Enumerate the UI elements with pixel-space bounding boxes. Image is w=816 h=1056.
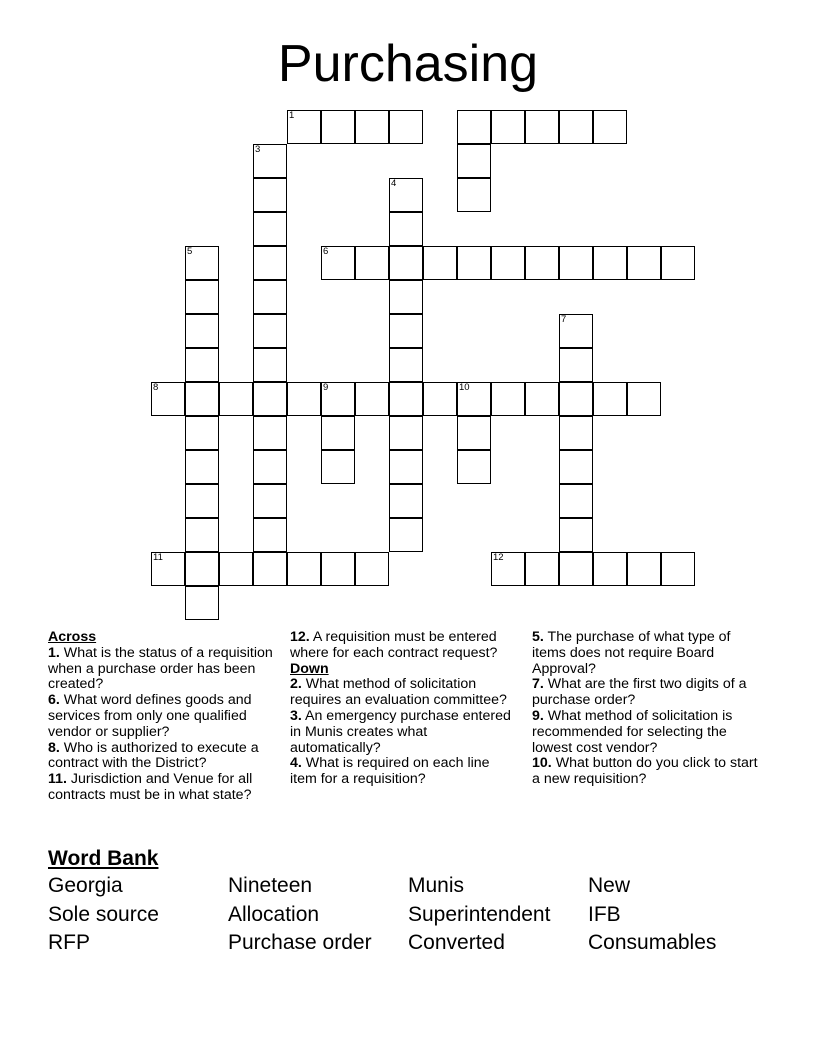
grid-cell[interactable] (253, 280, 287, 314)
grid-cell[interactable] (389, 416, 423, 450)
grid-cell[interactable] (253, 382, 287, 416)
grid-cell[interactable] (185, 484, 219, 518)
word-bank-item: Sole source (48, 903, 159, 926)
down-heading: Down (290, 660, 329, 677)
clue-number: 12 (493, 552, 504, 563)
grid-cell[interactable] (559, 450, 593, 484)
grid-cell[interactable] (253, 552, 287, 586)
grid-cell[interactable] (355, 382, 389, 416)
grid-cell[interactable] (151, 382, 185, 416)
grid-cell[interactable] (253, 416, 287, 450)
grid-cell[interactable] (321, 450, 355, 484)
clue-number: 9 (323, 382, 329, 393)
grid-cell[interactable] (185, 416, 219, 450)
grid-cell[interactable] (185, 382, 219, 416)
grid-cell[interactable] (559, 348, 593, 382)
grid-cell[interactable] (627, 552, 661, 586)
grid-cell[interactable] (185, 280, 219, 314)
grid-cell[interactable] (185, 314, 219, 348)
grid-cell[interactable] (253, 246, 287, 280)
word-bank-item: Converted (408, 931, 505, 954)
clue-3-down: 3. An emergency purchase entered in Munis creates what automatically? (290, 707, 511, 756)
clue-number: 8 (153, 382, 159, 393)
grid-cell[interactable] (389, 314, 423, 348)
clue-number: 4 (391, 178, 397, 189)
grid-cell[interactable] (389, 178, 423, 212)
grid-cell[interactable] (423, 246, 457, 280)
grid-cell[interactable] (559, 382, 593, 416)
grid-cell[interactable] (661, 246, 695, 280)
word-bank-item: New (588, 874, 631, 897)
word-bank-title: Word Bank (48, 847, 159, 870)
word-bank-item: Allocation (228, 903, 320, 926)
clue-number: 1 (289, 110, 295, 121)
grid-cell[interactable] (219, 552, 253, 586)
grid-cell[interactable] (321, 110, 355, 144)
grid-cell[interactable] (627, 246, 661, 280)
clue-number: 10 (459, 382, 470, 393)
grid-cell[interactable] (627, 382, 661, 416)
grid-cell[interactable] (389, 280, 423, 314)
grid-cell[interactable] (389, 450, 423, 484)
grid-cell[interactable] (559, 552, 593, 586)
clue-number: 7 (561, 314, 567, 325)
grid-cell[interactable] (253, 144, 287, 178)
grid-cell[interactable] (185, 552, 219, 586)
clue-11-across: 11. Jurisdiction and Venue for all contracts must be in what state? (48, 771, 253, 803)
grid-cell[interactable] (389, 382, 423, 416)
grid-cell[interactable] (287, 382, 321, 416)
grid-cell[interactable] (593, 246, 627, 280)
word-bank-item: Consumables (588, 931, 717, 954)
grid-cell[interactable] (559, 484, 593, 518)
grid-cell[interactable] (661, 552, 695, 586)
grid-cell[interactable] (185, 246, 219, 280)
grid-cell[interactable] (185, 518, 219, 552)
down-clues (532, 630, 767, 788)
grid-cell[interactable] (253, 212, 287, 246)
grid-cell[interactable] (457, 110, 491, 144)
word-bank-item: Superintendent (408, 903, 551, 926)
grid-cell[interactable] (559, 314, 593, 348)
word-bank-item: Georgia (48, 874, 123, 897)
grid-cell[interactable] (491, 246, 525, 280)
grid-cell[interactable] (253, 314, 287, 348)
clue-10-down: 10. What button do you click to start a new requisition? (532, 755, 758, 788)
grid-cell[interactable] (457, 246, 491, 280)
clue-12-across: 12. A requisition must be entered where for each contract request? (290, 629, 498, 661)
grid-cell[interactable] (389, 246, 423, 280)
clue-1-across: 1. What is the status of a requisition when a purchase order has been created? (48, 644, 273, 693)
clue-2-down: 2. What method of solicitation requires an evaluation committee? (290, 676, 507, 709)
clue-number: 5 (187, 246, 193, 257)
grid-cell[interactable] (457, 382, 491, 416)
word-bank-item: IFB (588, 903, 621, 926)
grid-cell[interactable] (185, 348, 219, 382)
grid-cell[interactable] (355, 110, 389, 144)
grid-cell[interactable] (423, 382, 457, 416)
grid-cell[interactable] (389, 212, 423, 246)
grid-cell[interactable] (253, 450, 287, 484)
word-bank-item: Nineteen (228, 874, 313, 897)
grid-cell[interactable] (389, 110, 423, 144)
clue-8-across: 8. Who is authorized to execute a contract with the District? (48, 739, 259, 772)
grid-cell[interactable] (321, 382, 355, 416)
grid-cell[interactable] (253, 518, 287, 552)
grid-cell[interactable] (321, 416, 355, 450)
clue-number: 3 (255, 144, 261, 155)
clue-5-down: 5. The purchase of what type of items does not require Board Approval? (532, 629, 731, 677)
grid-cell[interactable] (185, 450, 219, 484)
grid-cell[interactable] (525, 246, 559, 280)
grid-cell[interactable] (321, 246, 355, 280)
grid-cell[interactable] (491, 382, 525, 416)
grid-cell[interactable] (355, 552, 389, 586)
grid-cell[interactable] (525, 382, 559, 416)
grid-cell[interactable] (491, 110, 525, 144)
clue-9-down: 9. What method of solicitation is recommended for selecting the lowest cost vendor? (532, 707, 733, 756)
grid-cell[interactable] (185, 586, 219, 620)
word-bank-item: Purchase order (228, 931, 372, 954)
grid-cell[interactable] (457, 450, 491, 484)
grid-cell[interactable] (559, 416, 593, 450)
grid-cell[interactable] (593, 382, 627, 416)
clue-number: 11 (153, 552, 163, 563)
grid-cell[interactable] (389, 484, 423, 518)
across-clues (48, 630, 288, 804)
grid-cell[interactable] (457, 416, 491, 450)
grid-cell[interactable] (219, 382, 253, 416)
grid-cell[interactable] (253, 348, 287, 382)
grid-cell[interactable] (253, 178, 287, 212)
grid-cell[interactable] (389, 518, 423, 552)
word-bank-item: RFP (48, 931, 90, 954)
grid-cell[interactable] (321, 552, 355, 586)
word-bank-item: Munis (408, 874, 465, 897)
grid-cell[interactable] (593, 110, 627, 144)
grid-cell[interactable] (559, 246, 593, 280)
grid-cell[interactable] (457, 144, 491, 178)
grid-cell[interactable] (253, 484, 287, 518)
grid-cell[interactable] (593, 552, 627, 586)
clue-6-across: 6. What word defines goods and services from only one qualified vendor or supplier? (48, 692, 252, 740)
grid-cell[interactable] (525, 110, 559, 144)
grid-cell[interactable] (389, 348, 423, 382)
grid-cell[interactable] (457, 178, 491, 212)
clue-4-down: 4. What is required on each line item for a requisition? (290, 755, 490, 788)
grid-cell[interactable] (287, 552, 321, 586)
grid-cell[interactable] (151, 552, 185, 586)
grid-cell[interactable] (491, 552, 525, 586)
grid-cell[interactable] (287, 110, 321, 144)
clue-7-down: 7. What are the first two digits of a purchase order? (532, 676, 747, 709)
grid-cell[interactable] (559, 110, 593, 144)
mid-clues (290, 630, 515, 788)
page-title: Purchasing (277, 35, 539, 93)
grid-cell[interactable] (559, 518, 593, 552)
across-heading: Across (48, 629, 97, 645)
clue-number: 6 (323, 246, 329, 257)
grid-cell[interactable] (355, 246, 389, 280)
grid-cell[interactable] (525, 552, 559, 586)
